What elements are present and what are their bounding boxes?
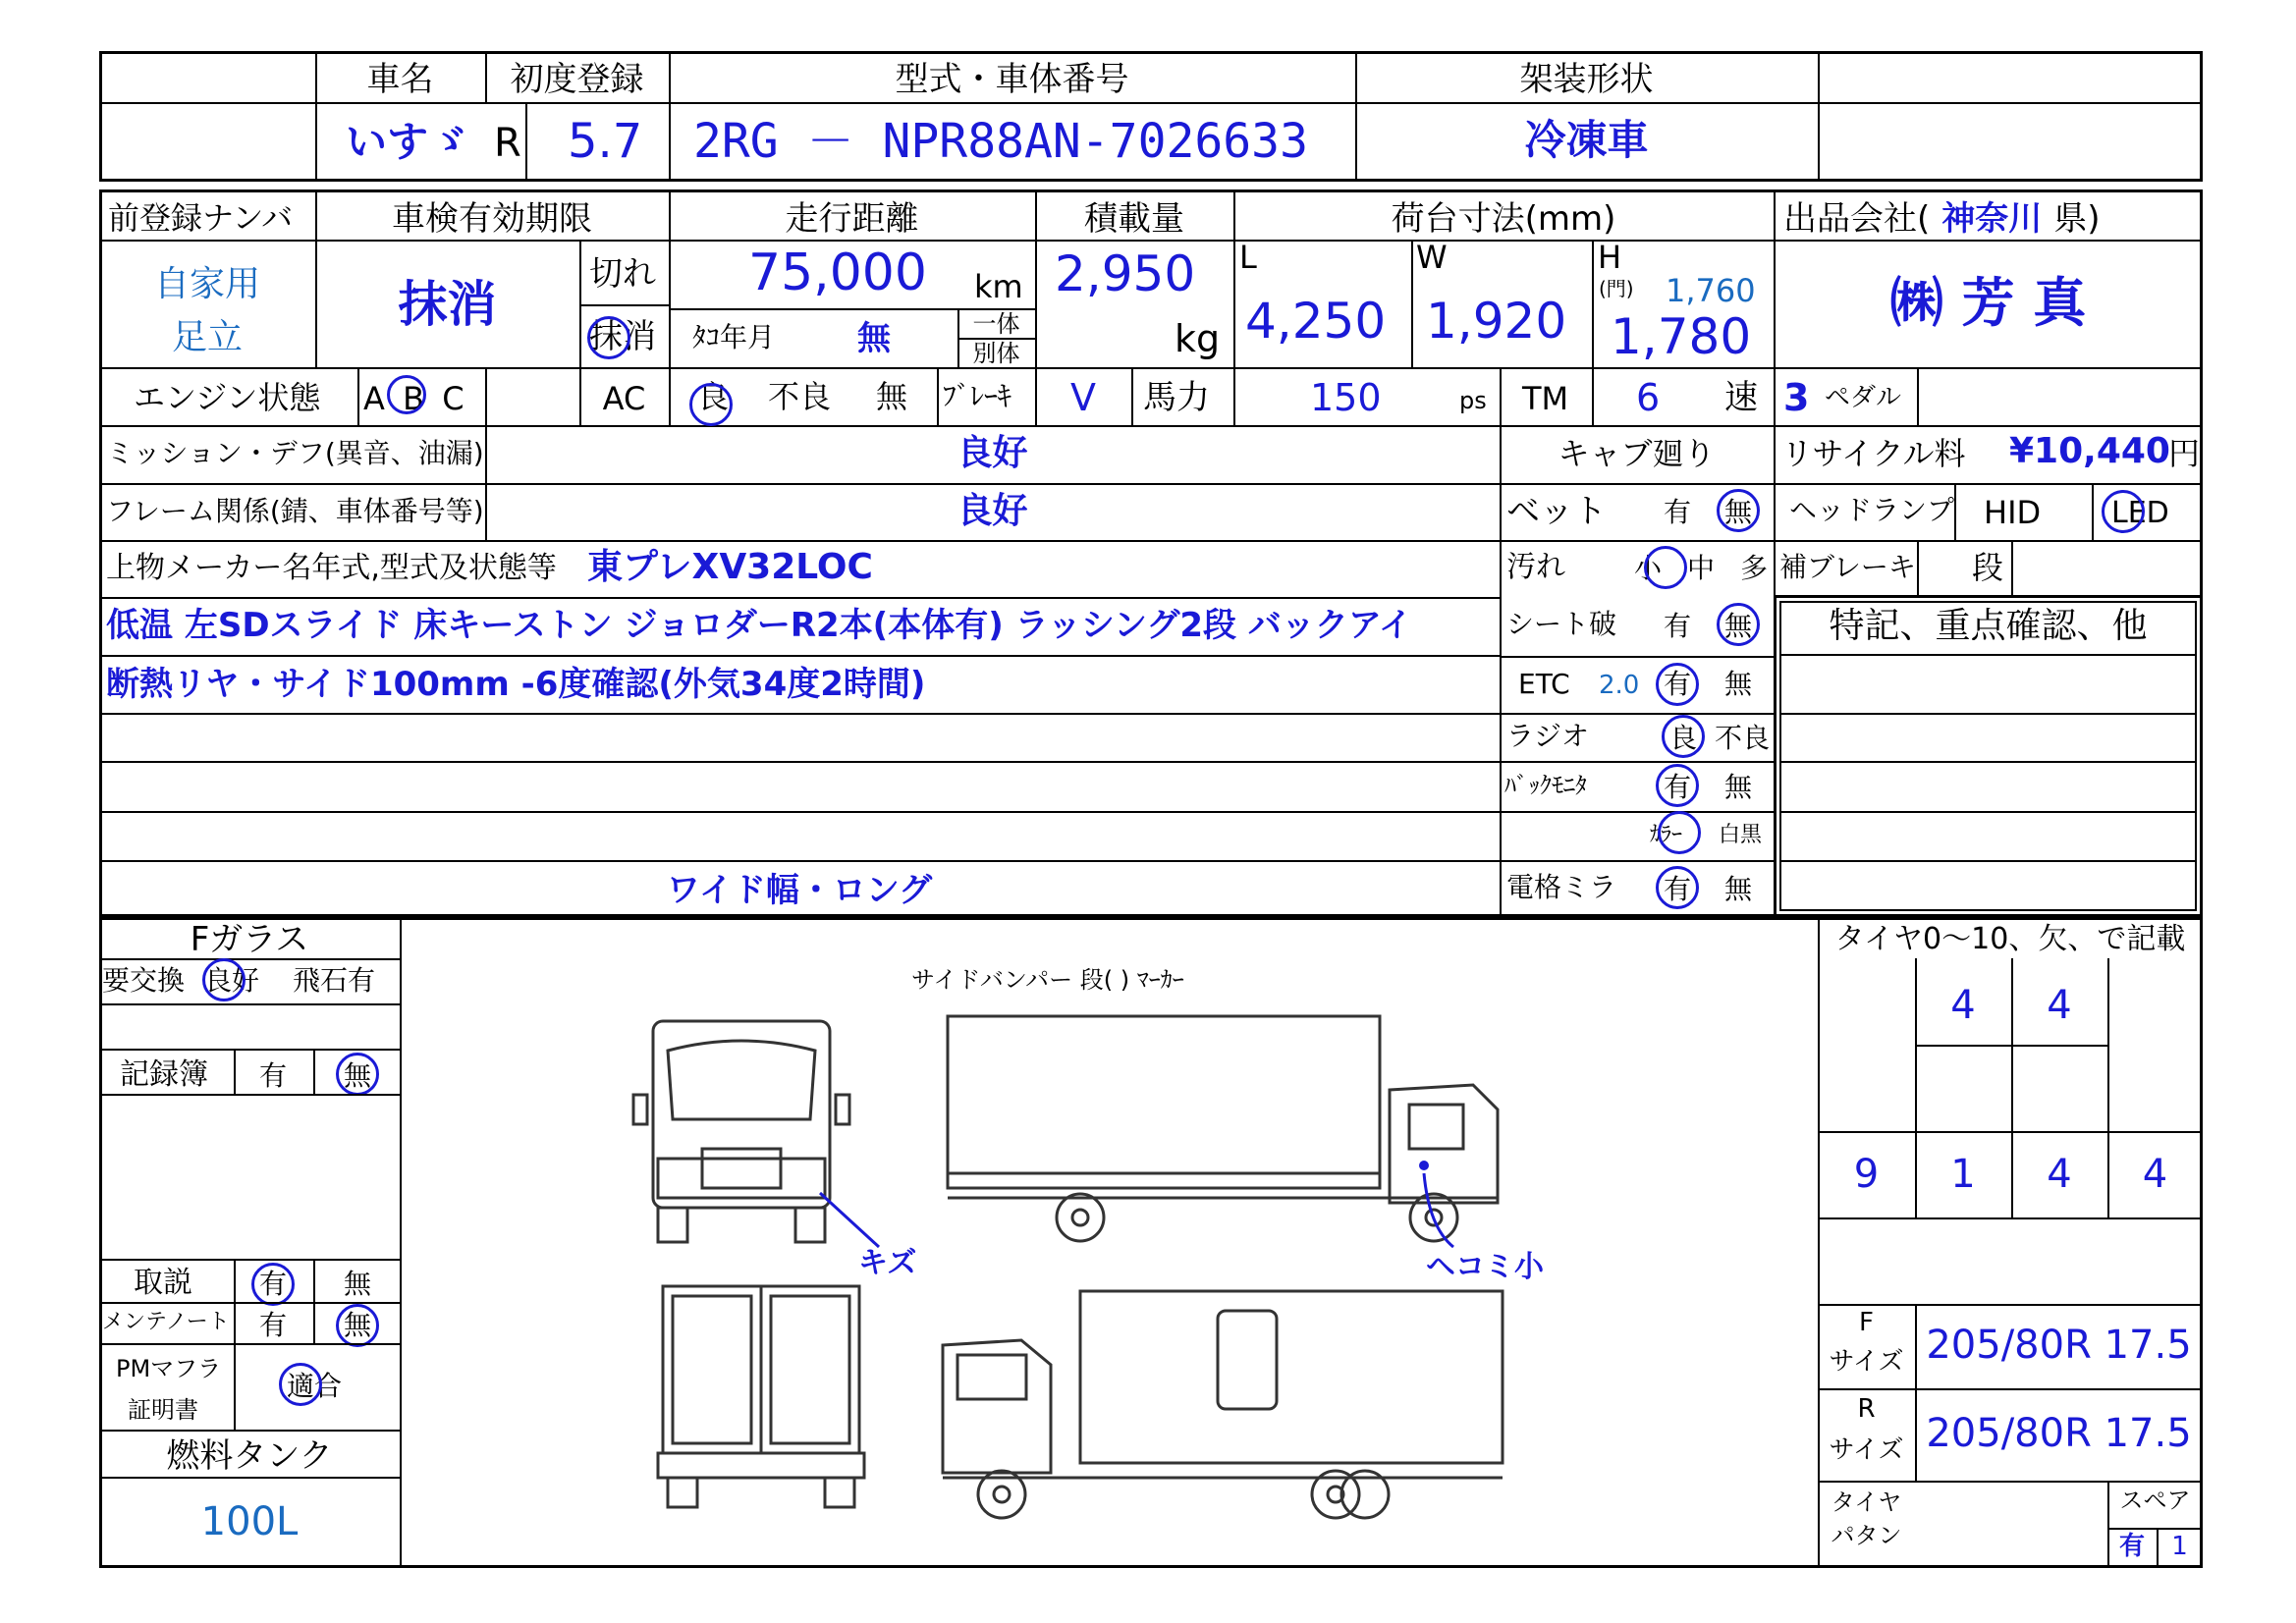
dent-label: ヘコミ小 <box>1426 1250 1544 1284</box>
cab-mirror-none: 無 <box>1724 873 1753 905</box>
manual-yes-circle <box>251 1263 295 1306</box>
spare-label: スペア <box>2119 1487 2191 1514</box>
engine-b-circle <box>387 375 426 414</box>
col-maker: 車名 <box>366 60 434 99</box>
mileage-value: 75,000 <box>748 243 927 302</box>
first-reg-value: 5.7 <box>568 114 643 169</box>
model-code: 2RG － NPR88AN-7026633 <box>693 114 1308 169</box>
hid-label: HID <box>1984 494 2042 531</box>
fuel-value: 100L <box>200 1499 299 1544</box>
maker-value: いすゞ <box>346 118 470 166</box>
inspection-label: 車検有効期限 <box>392 199 592 239</box>
glass-good-circle <box>202 958 246 1001</box>
mission-value: 良好 <box>957 433 1028 473</box>
col-first-reg: 初度登録 <box>510 60 644 99</box>
dirt-small-circle <box>1644 546 1687 589</box>
cab-etc-none: 無 <box>1724 668 1753 700</box>
tm-value: 6 <box>1636 376 1661 419</box>
maint-yes: 有 <box>259 1309 288 1341</box>
record-yes: 有 <box>259 1059 288 1092</box>
led-label: LED <box>2111 496 2169 530</box>
upper-label: 上物メーカー名年式,型式及状態等 <box>106 551 557 585</box>
cab-backmon-label: ﾊﾞｯｸﾓﾆﾀ <box>1504 772 1587 799</box>
glass-replace: 要交換 <box>102 964 186 997</box>
pedal-label: ペダル <box>1825 383 1902 412</box>
maint-none: 無 <box>344 1309 372 1341</box>
note-line-3: ワイド幅・ロング <box>666 871 933 910</box>
kg-unit: kg <box>1175 317 1221 360</box>
taco-value: 無 <box>857 319 891 358</box>
mission-label: ミッション・デフ(異音、油漏) <box>106 437 484 469</box>
pm-circle <box>279 1363 322 1406</box>
seller-label: 出品会社( 神奈川 県) <box>1783 199 2101 239</box>
cab-bed-label: ベット <box>1506 492 1607 531</box>
aux-brake-value: 段 <box>1972 549 2004 586</box>
H-label: H <box>1598 239 1622 276</box>
cab-radio-good: 良 <box>1669 722 1698 754</box>
glass-good: 良好 <box>204 964 260 997</box>
plate-area: 足立 <box>171 317 243 357</box>
era: R <box>494 121 521 166</box>
upper-value: 東プレXV32LOC <box>587 547 873 587</box>
cab-dirt-label: 汚れ <box>1506 550 1565 584</box>
bed-none-circle <box>1717 489 1760 532</box>
recycle-label: リサイクル料 <box>1781 435 1966 472</box>
cab-etc-ver: 2.0 <box>1599 671 1640 700</box>
seat-none-circle <box>1717 603 1760 646</box>
cab-seat-none: 無 <box>1724 610 1753 642</box>
H-sub-label: (門) <box>1599 277 1634 300</box>
brake-value: V <box>1070 376 1096 419</box>
truck-rear-drawing <box>648 1276 874 1512</box>
ac-good-circle <box>689 378 733 426</box>
backmon-yes-circle <box>1656 764 1699 807</box>
cab-bed-yes: 有 <box>1664 496 1692 528</box>
spare-count: 1 <box>2171 1532 2188 1561</box>
W-value: 1,920 <box>1426 293 1567 350</box>
diagram-title: サイドバンパー 段( ) ﾏｰｶｰ <box>911 966 1184 994</box>
yen-unit: 円 <box>2168 435 2201 472</box>
cancelled-circle <box>587 316 630 359</box>
W-label: W <box>1416 239 1448 276</box>
cab-mirror-yes: 有 <box>1664 873 1692 905</box>
load-value: 2,950 <box>1055 245 1196 302</box>
r-size-label: サイズ <box>1829 1435 1904 1465</box>
ac-good: 良 <box>697 378 730 415</box>
fuel-label: 燃料タンク <box>166 1436 333 1476</box>
tm-label: TM <box>1522 380 1569 417</box>
ps-unit: ps <box>1459 387 1487 414</box>
brake-label: ﾌﾞﾚｰｷ <box>943 380 1012 412</box>
manual-none: 無 <box>344 1268 372 1300</box>
manual-label: 取説 <box>134 1266 192 1300</box>
cab-etc-label: ETC <box>1518 668 1570 700</box>
maint-label: メンテノート <box>102 1310 230 1334</box>
maint-none-circle <box>336 1304 379 1347</box>
engine-label: エンジン状態 <box>134 379 321 416</box>
r-label: R <box>1857 1394 1876 1424</box>
color-circle <box>1658 811 1701 854</box>
body-type: 冷凍車 <box>1524 116 1649 164</box>
km-unit: km <box>974 268 1023 305</box>
col-model: 型式・車体番号 <box>895 60 1129 99</box>
etc-yes-circle <box>1656 663 1699 706</box>
cab-dirt-many: 多 <box>1740 552 1769 584</box>
spare-yes: 有 <box>2118 1532 2145 1561</box>
special-title: 特記、重点確認、他 <box>1829 606 2148 646</box>
pm-value: 適合 <box>287 1370 343 1402</box>
tire-rear-2: 1 <box>1950 1152 1976 1197</box>
L-label: L <box>1239 239 1257 276</box>
ac-bad: 不良 <box>768 378 832 415</box>
record-none: 無 <box>344 1059 372 1092</box>
plate-use: 自家用 <box>153 264 260 304</box>
pm-label-1: PMマフラ <box>116 1355 222 1382</box>
cab-bed-none: 無 <box>1724 496 1753 528</box>
led-circle <box>2102 490 2145 533</box>
cancelled-label: 抹消 <box>589 317 656 356</box>
tire-front-left: 4 <box>1950 983 1976 1028</box>
recycle-value: ¥10,440 <box>2009 431 2170 471</box>
headlamp-label: ヘッドランプ <box>1789 494 1955 526</box>
f-size: 205/80R 17.5 <box>1926 1323 2192 1368</box>
seller-name: ㈱ 芳 真 <box>1889 272 2087 334</box>
tire-rear-3: 4 <box>2047 1152 2072 1197</box>
power-label: 馬力 <box>1143 378 1210 417</box>
tire-rear-1: 9 <box>1853 1152 1880 1197</box>
cab-radio-label: ラジオ <box>1506 720 1590 752</box>
note-line-2: 断熱リヤ・サイド100mm -6度確認(外気34度2時間) <box>106 665 926 704</box>
tires-title: タイヤ0～10、欠、で記載 <box>1834 922 2186 956</box>
cab-backmon-none: 無 <box>1724 771 1753 803</box>
ittai: 一体 <box>972 310 1020 338</box>
note-line-1: 低温 左SDスライド 床キーストン ジョロダーR2本(本体有) ラッシング2段 バックアイ <box>106 606 1412 645</box>
pedal-value: 3 <box>1783 376 1810 419</box>
L-value: 4,250 <box>1245 293 1387 350</box>
aux-brake-label: 補ブレーキ <box>1779 551 1916 583</box>
record-label: 記録簿 <box>120 1057 208 1092</box>
col-body: 架装形状 <box>1519 60 1654 99</box>
record-none-circle <box>336 1053 379 1096</box>
expired-label: 切れ <box>589 254 656 294</box>
frame-value: 良好 <box>957 491 1028 531</box>
tire-front-right: 4 <box>2047 983 2072 1028</box>
prev-plate-label: 前登録ナンバ <box>108 199 294 237</box>
truck-left-side-drawing <box>933 1286 1512 1522</box>
frame-label: フレーム関係(錆、車体番号等) <box>106 495 484 527</box>
f-label: F <box>1859 1308 1874 1337</box>
H-sub-value: 1,760 <box>1666 272 1756 309</box>
speed-label: 速 <box>1724 378 1758 417</box>
H-value: 1,780 <box>1611 308 1752 365</box>
mirror-yes-circle <box>1656 866 1699 909</box>
cab-radio-bad: 不良 <box>1715 722 1771 754</box>
radio-good-circle <box>1662 715 1705 758</box>
cab-title: キャブ廻り <box>1558 435 1716 472</box>
glass-chip: 飛石有 <box>293 964 376 997</box>
dims-label: 荷台寸法(mm) <box>1391 199 1616 239</box>
abc: A B C <box>363 380 468 417</box>
cab-seat-yes: 有 <box>1664 610 1692 642</box>
mileage-label: 走行距離 <box>785 199 919 239</box>
tire-rear-4: 4 <box>2142 1152 2168 1197</box>
r-size: 205/80R 17.5 <box>1926 1411 2192 1456</box>
pattern-label-1: タイヤ <box>1831 1488 1902 1516</box>
pm-label-2: 証明書 <box>128 1396 198 1424</box>
ac-label: AC <box>602 380 646 417</box>
manual-yes: 有 <box>259 1268 288 1300</box>
cab-color-label: ｶﾗｰ <box>1650 823 1683 847</box>
cab-etc-yes: 有 <box>1664 668 1692 700</box>
glass-title: Fガラス <box>190 920 309 959</box>
inspection-value: 抹消 <box>398 276 497 333</box>
power-value: 150 <box>1310 376 1382 419</box>
cab-mirror-label: 電格ミラ <box>1506 871 1617 903</box>
load-label: 積載量 <box>1084 199 1184 239</box>
scratch-label: キズ <box>858 1246 917 1280</box>
taco-label: ﾀｺ年月 <box>692 321 776 353</box>
cab-dirt-small: 小 <box>1634 552 1663 584</box>
ac-none: 無 <box>876 378 908 415</box>
cab-bw-label: 白黒 <box>1719 823 1763 847</box>
betsutai: 別体 <box>972 340 1020 367</box>
f-size-label: サイズ <box>1829 1347 1904 1377</box>
cab-backmon-yes: 有 <box>1664 771 1692 803</box>
pattern-label-2: パタン <box>1831 1522 1902 1549</box>
cab-dirt-mid: 中 <box>1687 552 1716 584</box>
cab-seat-label: シート破 <box>1506 608 1617 640</box>
